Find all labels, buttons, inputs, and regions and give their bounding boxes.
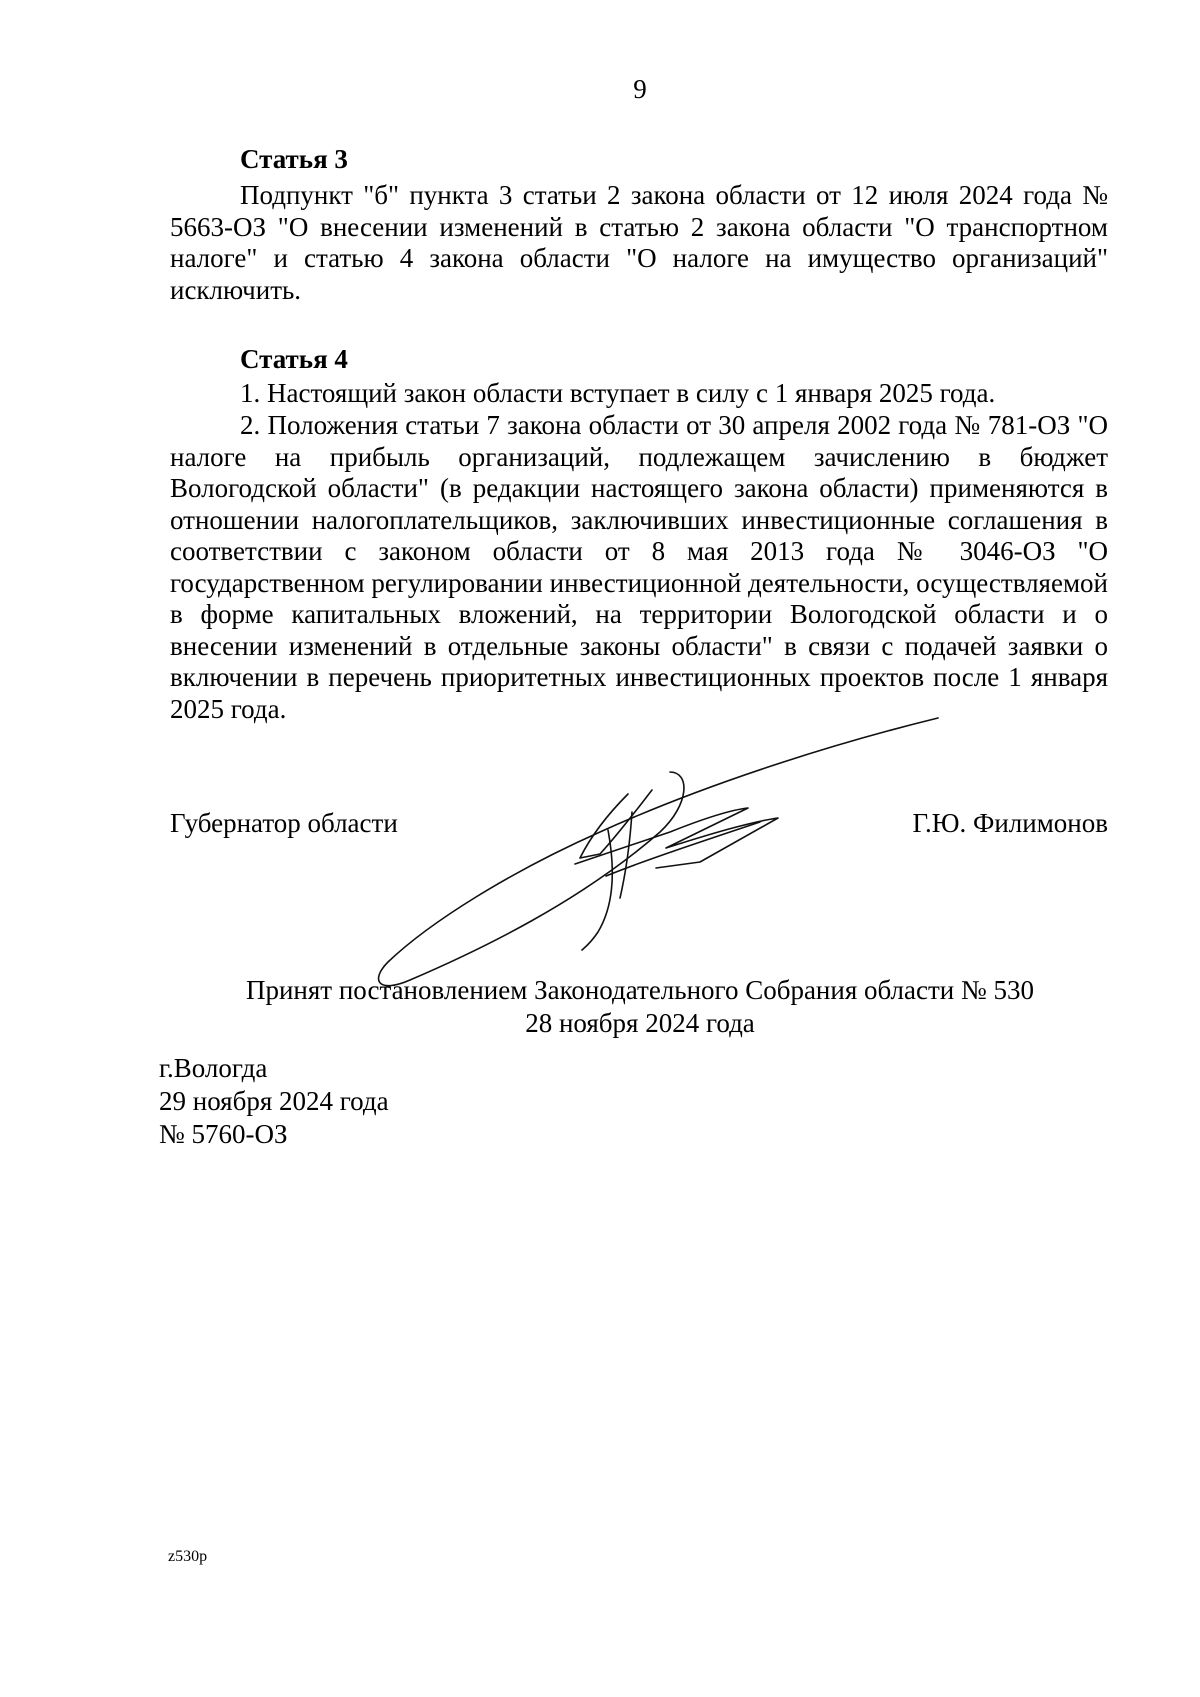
article-3-title: Статья 3 — [240, 144, 348, 174]
article-4-point-1: 1. Настоящий закон области вступает в силу с 1 января 2025 года. — [240, 378, 996, 408]
adoption-note — [150, 974, 1130, 1040]
article-3-text: Подпункт "б" пункта 3 статьи 2 закона области от 12 июля 2024 года № 5663-ОЗ "О внесении изменений в статью 2 закона области "О транспортном налоге" и статью 4 закона области "О налоге на имущество организаций" исключить. — [170, 180, 1108, 305]
article-4-point-2: 2. Положения статьи 7 закона области от 30 апреля 2002 года № 781-ОЗ "О налоге на прибыль организаций, подлежащем зачислению в бюджет Вологодской области" (в редакции настоящего закона области) применяются в отношении налогоплательщиков, заключивших инвестиционные соглашения в соответствии с законом области от 8 мая 2013 года № 3046-ОЗ "О государственном регулировании инвестиционной деятельности, осуществляемой в форме капитальных вложений, на территории Вологодской области и о внесении изменений в отдельные законы области" в связи с подачей заявки о включении в перечень приоритетных инвестиционных проектов после 1 января 2025 года. — [170, 410, 1108, 724]
law-number: № 5760-ОЗ — [159, 1119, 288, 1149]
adoption-line-2: 28 ноября 2024 года — [525, 1008, 755, 1038]
document-code: z530p — [168, 1548, 208, 1565]
article-4-title: Статья 4 — [240, 344, 348, 374]
place-and-number — [159, 1052, 389, 1151]
governor-name: Г.Ю. Филимонов — [912, 808, 1108, 838]
governor-position: Губернатор области — [170, 808, 398, 838]
adoption-line-1: Принят постановлением Законодательного Собрания области № 530 — [245, 975, 1035, 1005]
signing-date: 29 ноября 2024 года — [159, 1086, 389, 1116]
city: г.Вологда — [159, 1053, 268, 1083]
handwritten-signature — [370, 712, 950, 992]
page-number: 9 — [633, 74, 647, 104]
